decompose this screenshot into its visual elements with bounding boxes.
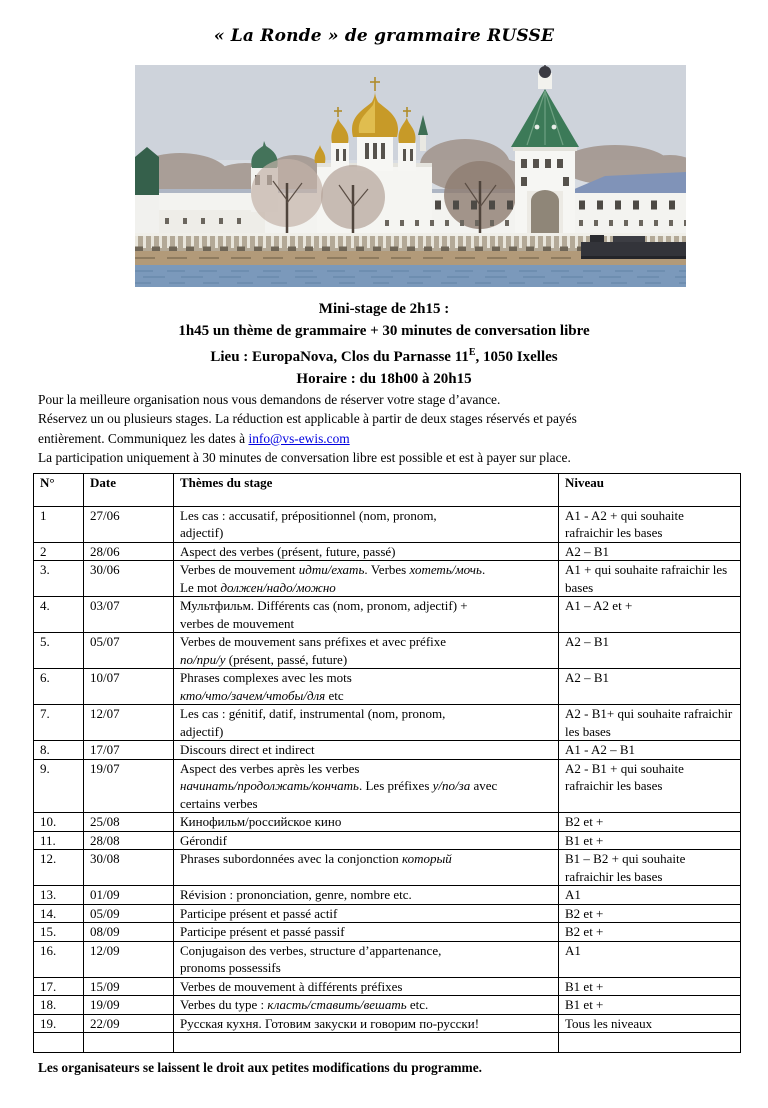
cell-num: 6. xyxy=(34,669,84,705)
cell-theme: Verbes de mouvement sans préfixes et avec préfixe по/при/у (présent, passé, future) xyxy=(174,633,559,669)
cell-theme: Verbes du type : класть/ставить/вешать etc. xyxy=(174,996,559,1015)
empty-table-row xyxy=(34,1033,741,1053)
cell-niveau: Tous les niveaux xyxy=(559,1014,741,1033)
cell-niveau: B1 – B2 + qui souhaite rafraichir les bases xyxy=(559,850,741,886)
table-row xyxy=(34,597,741,633)
empty-cell xyxy=(174,1033,559,1053)
column-header: Thèmes du stage xyxy=(174,474,559,507)
stage-location-text-end: , 1050 Ixelles xyxy=(475,349,558,365)
cell-date: 28/06 xyxy=(84,542,174,561)
cell-date: 17/07 xyxy=(84,741,174,760)
cell-num: 12. xyxy=(34,850,84,886)
intro-line3 xyxy=(38,429,740,448)
cell-num: 11. xyxy=(34,831,84,850)
cell-num: 19. xyxy=(34,1014,84,1033)
intro-line4: La participation uniquement à 30 minutes de conversation libre est possible et est à payer sur place. xyxy=(38,449,571,465)
cell-niveau: A1 - A2 + qui souhaite rafraichir les bases xyxy=(559,506,741,542)
table-row xyxy=(34,941,741,977)
table-row xyxy=(34,904,741,923)
cell-niveau: A2 – B1 xyxy=(559,542,741,561)
cell-theme: Phrases complexes avec les mots кто/что/зачем/чтобы/для etc xyxy=(174,669,559,705)
cell-date: 05/09 xyxy=(84,904,174,923)
cell-num: 8. xyxy=(34,741,84,760)
cell-niveau: A2 - B1+ qui souhaite rafraichir les bases xyxy=(559,705,741,741)
table-row xyxy=(34,633,741,669)
stage-schedule-table xyxy=(33,473,741,1053)
cell-num: 9. xyxy=(34,759,84,813)
cell-date: 10/07 xyxy=(84,669,174,705)
cell-theme: Verbes de mouvement идти/ехать. Verbes хотеть/мочь. Le mot должен/надо/можно xyxy=(174,561,559,597)
cell-date: 08/09 xyxy=(84,923,174,942)
cell-niveau: B2 et + xyxy=(559,923,741,942)
cell-num: 17. xyxy=(34,977,84,996)
cell-niveau: A1 xyxy=(559,941,741,977)
cell-niveau: B1 et + xyxy=(559,996,741,1015)
cell-theme: Aspect des verbes après les verbes начинать/продолжать/кончать. Les préfixes у/по/за avec certains verbes xyxy=(174,759,559,813)
page-title: « La Ronde » de grammaire RUSSE xyxy=(213,26,555,46)
intro-line2: Réservez un ou plusieurs stages. La réduction est applicable à partir de deux stages réservés et payés xyxy=(38,411,577,427)
cell-date: 30/08 xyxy=(84,850,174,886)
cell-date: 22/09 xyxy=(84,1014,174,1033)
stage-info-block xyxy=(0,299,768,390)
table-row xyxy=(34,831,741,850)
cell-date: 03/07 xyxy=(84,597,174,633)
empty-cell xyxy=(34,1033,84,1053)
table-row xyxy=(34,923,741,942)
table-row xyxy=(34,561,741,597)
cell-date: 19/09 xyxy=(84,996,174,1015)
cell-theme: Мультфильм. Différents cas (nom, pronom, adjectif) + verbes de mouvement xyxy=(174,597,559,633)
cell-num: 10. xyxy=(34,813,84,832)
cell-theme: Participe présent et passé actif xyxy=(174,904,559,923)
stage-location-text: Lieu : EuropaNova, Clos du Parnasse 11 xyxy=(210,349,469,365)
stage-table-head-row xyxy=(34,474,741,507)
email-link[interactable]: info@vs-ewis.com xyxy=(248,430,350,446)
table-row xyxy=(34,1014,741,1033)
monastery-photo-illustration xyxy=(135,65,686,287)
table-row xyxy=(34,506,741,542)
cell-niveau: B2 et + xyxy=(559,813,741,832)
table-row xyxy=(34,977,741,996)
empty-cell xyxy=(84,1033,174,1053)
cell-num: 18. xyxy=(34,996,84,1015)
cell-date: 28/08 xyxy=(84,831,174,850)
cell-niveau: A1 – A2 et + xyxy=(559,597,741,633)
cell-niveau: A2 - B1 + qui souhaite rafraichir les bases xyxy=(559,759,741,813)
cell-date: 25/08 xyxy=(84,813,174,832)
column-header: N° xyxy=(34,474,84,507)
cell-date: 12/07 xyxy=(84,705,174,741)
cell-num: 4. xyxy=(34,597,84,633)
cell-date: 15/09 xyxy=(84,977,174,996)
table-row xyxy=(34,669,741,705)
column-header: Niveau xyxy=(559,474,741,507)
intro-paragraph xyxy=(38,390,740,467)
cell-theme: Aspect des verbes (présent, future, passé) xyxy=(174,542,559,561)
cell-niveau: B2 et + xyxy=(559,904,741,923)
cell-num: 2 xyxy=(34,542,84,561)
photo-left-tower xyxy=(135,147,159,240)
cell-theme: Verbes de mouvement à différents préfixes xyxy=(174,977,559,996)
table-row xyxy=(34,850,741,886)
table-row xyxy=(34,741,741,760)
cell-niveau: A1 + qui souhaite rafraichir les bases xyxy=(559,561,741,597)
cell-theme: Révision : prononciation, genre, nombre etc. xyxy=(174,886,559,905)
monastery-photo xyxy=(135,65,686,287)
column-header: Date xyxy=(84,474,174,507)
cell-date: 12/09 xyxy=(84,941,174,977)
table-row xyxy=(34,813,741,832)
cell-date: 27/06 xyxy=(84,506,174,542)
cell-theme: Participe présent et passé passif xyxy=(174,923,559,942)
cell-theme: Phrases subordonnées avec la conjonction который xyxy=(174,850,559,886)
table-row xyxy=(34,705,741,741)
table-row xyxy=(34,996,741,1015)
cell-theme: Русская кухня. Готовим закуски и говорим по-русски! xyxy=(174,1014,559,1033)
intro-line1: Pour la meilleure organisation nous vous demandons de réserver votre stage d’avance. xyxy=(38,392,501,407)
cell-date: 30/06 xyxy=(84,561,174,597)
cell-date: 05/07 xyxy=(84,633,174,669)
table-row xyxy=(34,542,741,561)
cell-num: 15. xyxy=(34,923,84,942)
table-row xyxy=(34,886,741,905)
cell-theme: Discours direct et indirect xyxy=(174,741,559,760)
stage-info-line2: 1h45 un thème de grammaire + 30 minutes de conversation libre xyxy=(178,322,590,339)
stage-info-line1: Mini-stage de 2h15 : xyxy=(318,301,450,317)
stage-location-superscript: E xyxy=(468,347,476,358)
cell-num: 13. xyxy=(34,886,84,905)
cell-num: 5. xyxy=(34,633,84,669)
cell-niveau: A1 xyxy=(559,886,741,905)
cell-num: 14. xyxy=(34,904,84,923)
table-row xyxy=(34,759,741,813)
cell-theme: Кинофильм/российское кино xyxy=(174,813,559,832)
cell-date: 01/09 xyxy=(84,886,174,905)
cell-num: 1 xyxy=(34,506,84,542)
stage-table-body xyxy=(34,506,741,1053)
intro-line3-text: entièrement. Communiquez les dates à xyxy=(38,430,249,446)
cell-num: 3. xyxy=(34,561,84,597)
cell-date: 19/07 xyxy=(84,759,174,813)
cell-theme: Gérondif xyxy=(174,831,559,850)
cell-niveau: B1 et + xyxy=(559,977,741,996)
cell-theme: Conjugaison des verbes, structure d’appartenance, pronoms possessifs xyxy=(174,941,559,977)
cell-niveau: B1 et + xyxy=(559,831,741,850)
cell-theme: Les cas : génitif, datif, instrumental (nom, pronom, adjectif) xyxy=(174,705,559,741)
cell-num: 16. xyxy=(34,941,84,977)
cell-niveau: A1 - A2 – B1 xyxy=(559,741,741,760)
cell-niveau: A2 – B1 xyxy=(559,669,741,705)
cell-theme: Les cas : accusatif, prépositionnel (nom, pronom, adjectif) xyxy=(174,506,559,542)
empty-cell xyxy=(559,1033,741,1053)
stage-info-line3 xyxy=(0,342,768,369)
cell-num: 7. xyxy=(34,705,84,741)
cell-niveau: A2 – B1 xyxy=(559,633,741,669)
stage-info-line4: Horaire : du 18h00 à 20h15 xyxy=(296,370,472,387)
footer-note: Les organisateurs se laissent le droit aux petites modifications du programme. xyxy=(38,1060,482,1076)
